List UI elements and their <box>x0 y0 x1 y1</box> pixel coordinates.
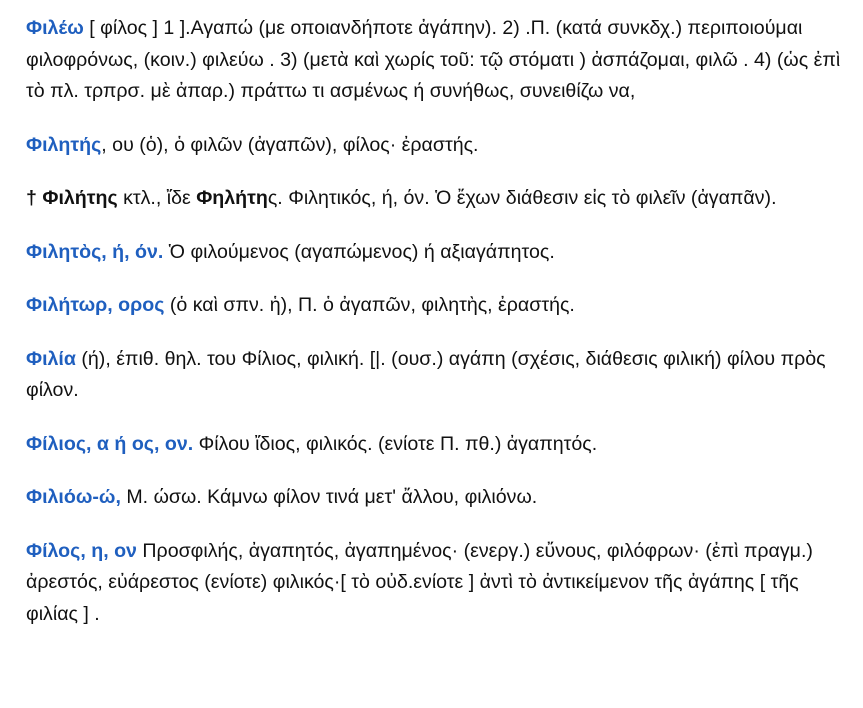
headword: Φίλος, η, ον <box>26 539 137 562</box>
definition-text: Φίλου ἴδιος, φιλικός. (ενίοτε Π. πθ.) ἀγαπητός. <box>193 432 598 455</box>
entry-filioo <box>26 482 849 514</box>
entry-filios <box>26 429 849 461</box>
definition-text: , ου (ὁ), ὁ φιλῶν (ἀγαπῶν), φίλος· ἐραστής. <box>101 133 479 156</box>
headword: Φιλιόω-ώ, <box>26 486 121 508</box>
entry-fileo <box>26 13 849 108</box>
entry-filetos <box>26 237 849 269</box>
entry-filos <box>26 536 849 631</box>
entry-filetes <box>26 130 849 162</box>
headword: Φιλέω <box>26 17 84 39</box>
headword: Φιλήτης <box>42 187 118 209</box>
definition-text: ς. Φιλητικός, ή, όν. Ὁ ἔχων διάθεσιν εἰς τὸ φιλεῖν (ἀγαπᾶν). <box>267 187 777 209</box>
entry-filetes-cross-ref <box>26 183 849 215</box>
headword: Φιλήτωρ, ορος <box>26 294 165 316</box>
definition-text: Ὁ φιλούμενος (αγαπώμενος) ή αξιαγάπητος. <box>163 240 555 263</box>
definition-text: κτλ., ἴδε <box>117 187 197 209</box>
definition-text: (ή), έπιθ. θηλ. του Φίλιος, φιλική. [|. (ουσ.) αγάπη (σχέσις, διάθεσις φιλική) φίλου πρὸς φίλον. <box>26 347 826 401</box>
dagger-mark: † <box>26 187 37 209</box>
headword: Φίλιος, α ή ος, ον. <box>26 432 194 455</box>
definition-text: [ φίλος ] 1 ].Αγαπώ (με οποιανδήποτε ἀγάπην). 2) .Π. (κατά συνκδχ.) περιποιούμαι φιλοφρόνως, (κοιν.) φιλεύω . 3) (μετὰ καὶ χωρίς τοῦ: τῷ στόματι ) ἀσπάζομαι, φιλῶ . 4) (ὡς ἐπὶ τὸ πλ. τρπρσ. μὲ ἀπαρ.) πράττω τι ασμένως ή συνήθως, συνειθίζω να, <box>26 17 841 102</box>
cross-reference-word: Φηλήτη <box>196 187 268 209</box>
entry-filetor <box>26 290 849 322</box>
definition-text: (ὁ καὶ σπν. ἡ), Π. ὁ ἀγαπῶν, φιλητὴς, ἐραστής. <box>164 294 575 316</box>
entry-filia <box>26 344 849 407</box>
headword: Φιλητής <box>26 133 102 156</box>
definition-text: Μ. ώσω. Κάμνω φίλον τινά μετ' ἄλλου, φιλιόνω. <box>120 486 538 508</box>
headword: Φιλητὸς, ή, όν. <box>26 240 164 263</box>
definition-text: Προσφιλής, ἀγαπητός, ἀγαπημένος· (ενεργ.) εὔνους, φιλόφρων· (ἐπὶ πραγμ.) ἀρεστός, εὐάρεστος (ενίοτε) φιλικός·[ τὸ οὐδ.ενίοτε ] ἀντὶ τὸ ἀντικείμενον τῆς ἀγάπης [ τῆς φιλίας ] . <box>26 539 813 625</box>
headword: Φιλία <box>26 347 76 370</box>
